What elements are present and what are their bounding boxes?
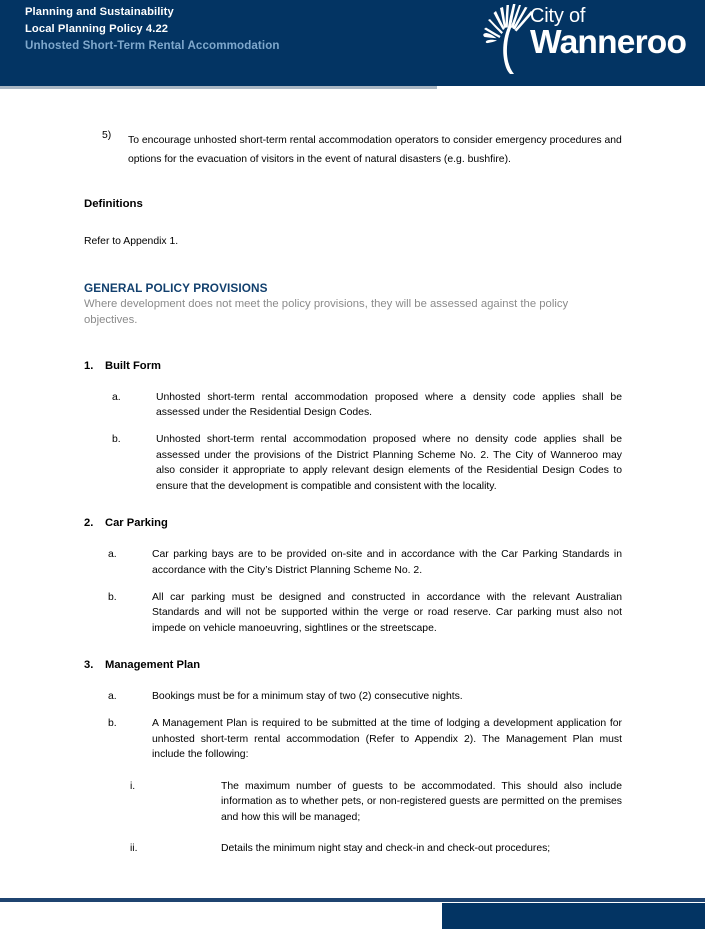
definitions-heading: Definitions	[84, 198, 143, 211]
footer-navy-block	[442, 903, 705, 929]
section-3-roman-item-i-text: The maximum number of guests to be accommodated. This should also include information as to whether pets, or non-registered guests are permitted on the premises and how this will be managed;	[221, 780, 622, 823]
city-of-wanneroo-logo	[475, 2, 697, 76]
section-3-item-b	[108, 716, 622, 763]
section-3-roman-item-i-marker: i.	[130, 780, 136, 792]
spacer	[84, 705, 622, 716]
section-1-title: Built Form	[105, 359, 161, 372]
header-title-group	[25, 7, 280, 52]
section-1-item-a-marker: a.	[112, 391, 121, 403]
spacer	[84, 825, 622, 841]
section-3-roman-item-ii-marker: ii.	[130, 843, 138, 855]
document-content	[84, 86, 622, 857]
section-3-item-b-text: A Management Plan is required to be submitted at the time of lodging a development application for unhosted short-term rental accommodation (Refer to Appendix 2). The Management Plan must include the following:	[152, 717, 622, 761]
page-header	[0, 0, 705, 86]
spacer	[84, 494, 622, 516]
footer-rule	[0, 898, 705, 902]
objective-item-5	[84, 130, 622, 167]
spacer	[84, 250, 622, 280]
logo-wordmark	[530, 6, 686, 60]
spacer	[84, 531, 622, 547]
logo-wanneroo-text: Wanneroo	[530, 24, 687, 61]
section-2-item-a	[108, 547, 622, 578]
section-3-item-b-marker: b.	[108, 717, 117, 729]
objective-item-5-text: To encourage unhosted short-term rental accommodation operators to consider emergency procedures and options for the evacuation of visitors in the event of natural disasters (e.g. bushfire).	[128, 135, 622, 165]
section-2-title: Car Parking	[105, 517, 168, 530]
section-1-item-a	[112, 390, 622, 421]
section-1-item-b-text: Unhosted short-term rental accommodation proposed where no density code applies shall be assessed under the provisions of the District Planning Scheme No. 2. The City of Wanneroo may also consider it appropriate to apply relevant design elements of the Residential Design Codes to ensure that the development is compatible and consistent with the locality.	[156, 433, 622, 492]
objective-item-5-marker: 5)	[102, 130, 112, 141]
spacer	[84, 329, 622, 359]
section-3-item-a-text: Bookings must be for a minimum stay of two (2) consecutive nights.	[152, 691, 463, 703]
general-policy-provisions-heading: GENERAL POLICY PROVISIONS	[84, 280, 268, 295]
section-3-item-a-marker: a.	[108, 691, 117, 703]
section-1-item-b-marker: b.	[112, 433, 121, 445]
section-2-item-b-text: All car parking must be designed and constructed in accordance with the relevant Australian Standards and will not be supported within the verge or road reserve. Car parking must also not impede on vehicle manoeuvring, sightlines or the streetscape.	[152, 591, 622, 634]
definitions-text: Refer to Appendix 1.	[84, 236, 179, 248]
page-body	[0, 86, 705, 891]
section-2-number: 2.	[84, 517, 94, 530]
spacer	[84, 673, 622, 689]
spacer	[84, 763, 622, 779]
grass-tree-icon	[475, 2, 537, 74]
header-subject-line: Unhosted Short-Term Rental Accommodation	[25, 39, 280, 53]
logo-city-text: City of	[530, 5, 586, 27]
section-2-item-b	[108, 590, 622, 637]
header-policy-line: Local Planning Policy 4.22	[25, 22, 169, 35]
section-3-number: 3.	[84, 659, 94, 672]
section-2-item-a-marker: a.	[108, 549, 117, 561]
section-2-item-b-marker: b.	[108, 591, 117, 603]
section-heading-management-plan	[84, 658, 622, 673]
spacer	[84, 636, 622, 658]
spacer	[84, 579, 622, 590]
spacer	[84, 374, 622, 390]
section-3-title: Management Plan	[105, 659, 201, 672]
section-1-item-a-text: Unhosted short-term rental accommodation proposed where a density code applies shall be assessed under the Residential Design Codes.	[156, 391, 622, 419]
section-3-roman-item-i	[130, 779, 622, 826]
header-department-line: Planning and Sustainability	[25, 6, 174, 18]
spacer	[84, 421, 622, 432]
spacer	[84, 167, 622, 197]
general-policy-provisions-subtext: Where development does not meet the policy provisions, they will be assessed against the policy objectives.	[84, 297, 569, 327]
section-heading-built-form	[84, 359, 622, 374]
section-1-item-b	[112, 432, 622, 494]
section-3-roman-item-ii-text: Details the minimum night stay and check-in and check-out procedures;	[221, 843, 551, 855]
section-1-number: 1.	[84, 359, 94, 372]
section-heading-car-parking	[84, 516, 622, 531]
spacer	[84, 212, 622, 234]
section-3-item-a	[108, 689, 622, 705]
section-2-item-a-text: Car parking bays are to be provided on-site and in accordance with the Car Parking Standards in accordance with the City’s District Planning Scheme No. 2.	[152, 549, 622, 576]
section-3-roman-item-ii	[130, 841, 622, 857]
